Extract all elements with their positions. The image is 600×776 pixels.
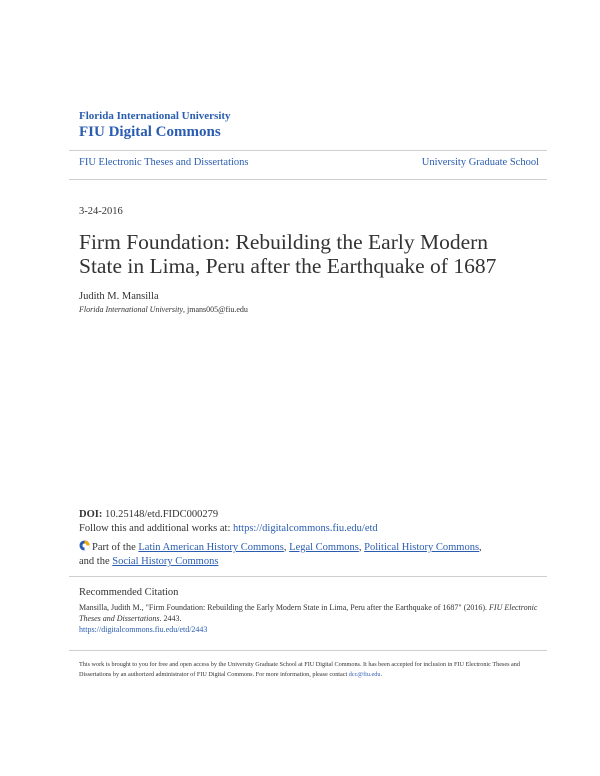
follow-url-link[interactable]: https://digitalcommons.fiu.edu/etd <box>233 523 378 534</box>
doi-label: DOI: <box>79 509 103 520</box>
notice-end: . <box>380 671 382 678</box>
doi-value: 10.25148/etd.FIDC000279 <box>102 509 219 520</box>
title-line-2: State in Lima, Peru after the Earthquake of 1687 <box>79 254 497 278</box>
citation-url-link[interactable]: https://digitalcommons.fiu.edu/etd/2443 <box>79 625 208 634</box>
legal-commons-link[interactable]: Legal Commons <box>289 542 359 553</box>
political-history-commons-link[interactable]: Political History Commons <box>364 542 480 553</box>
part-of-line <box>79 540 549 569</box>
divider-citation <box>69 576 547 577</box>
document-title <box>79 230 549 278</box>
citation-text: Mansilla, Judith M., "Firm Foundation: Rebuilding the Early Modern State in Lima, Peru after the Earthquake of 1687" (2016). <box>79 603 490 612</box>
follow-text: Follow this and additional works at: <box>79 523 233 534</box>
divider-top <box>69 150 547 151</box>
and-the-text: and the <box>79 556 113 567</box>
school-link[interactable]: University Graduate School <box>421 157 539 168</box>
institution-header <box>79 110 231 141</box>
separator: , <box>479 542 482 553</box>
affiliation-email: , jmans005@fiu.edu <box>183 305 248 314</box>
doi-line <box>79 509 218 520</box>
citation-body <box>79 602 549 635</box>
author-name: Judith M. Mansilla <box>79 291 159 302</box>
social-history-commons-link[interactable]: Social History Commons <box>112 556 219 567</box>
divider-footer <box>69 650 547 651</box>
title-line-1: Firm Foundation: Rebuilding the Early Modern <box>79 230 489 254</box>
author-affiliation <box>79 305 248 314</box>
access-notice <box>79 660 549 680</box>
separator: , <box>358 542 365 553</box>
separator: , <box>283 542 290 553</box>
citation-heading: Recommended Citation <box>79 587 179 598</box>
repository-name[interactable]: FIU Digital Commons <box>79 124 221 140</box>
bepress-logo-icon <box>79 540 90 551</box>
divider-breadcrumb <box>69 179 547 180</box>
contact-email-link[interactable]: dcc@fiu.edu <box>348 671 381 678</box>
collection-link[interactable]: FIU Electronic Theses and Dissertations <box>79 157 249 168</box>
institution-name[interactable]: Florida International University <box>79 110 231 122</box>
publication-date: 3-24-2016 <box>79 206 123 217</box>
citation-series: FIU Electronic Theses and Dissertations <box>79 603 538 623</box>
follow-line <box>79 523 378 534</box>
affiliation-institution: Florida International University <box>79 305 183 314</box>
notice-text: This work is brought to you for free and open access by the University Graduate School at FIU Digital Commons. It has been accepted for inclusion in FIU Electronic Theses and Dissertations by an authorized administrator of FIU Digital Commons. For more information, please contact <box>79 661 520 678</box>
citation-number: . 2443. <box>159 614 182 623</box>
part-of-prefix: Part of the <box>92 542 139 553</box>
latin-american-history-commons-link[interactable]: Latin American History Commons <box>138 542 284 553</box>
